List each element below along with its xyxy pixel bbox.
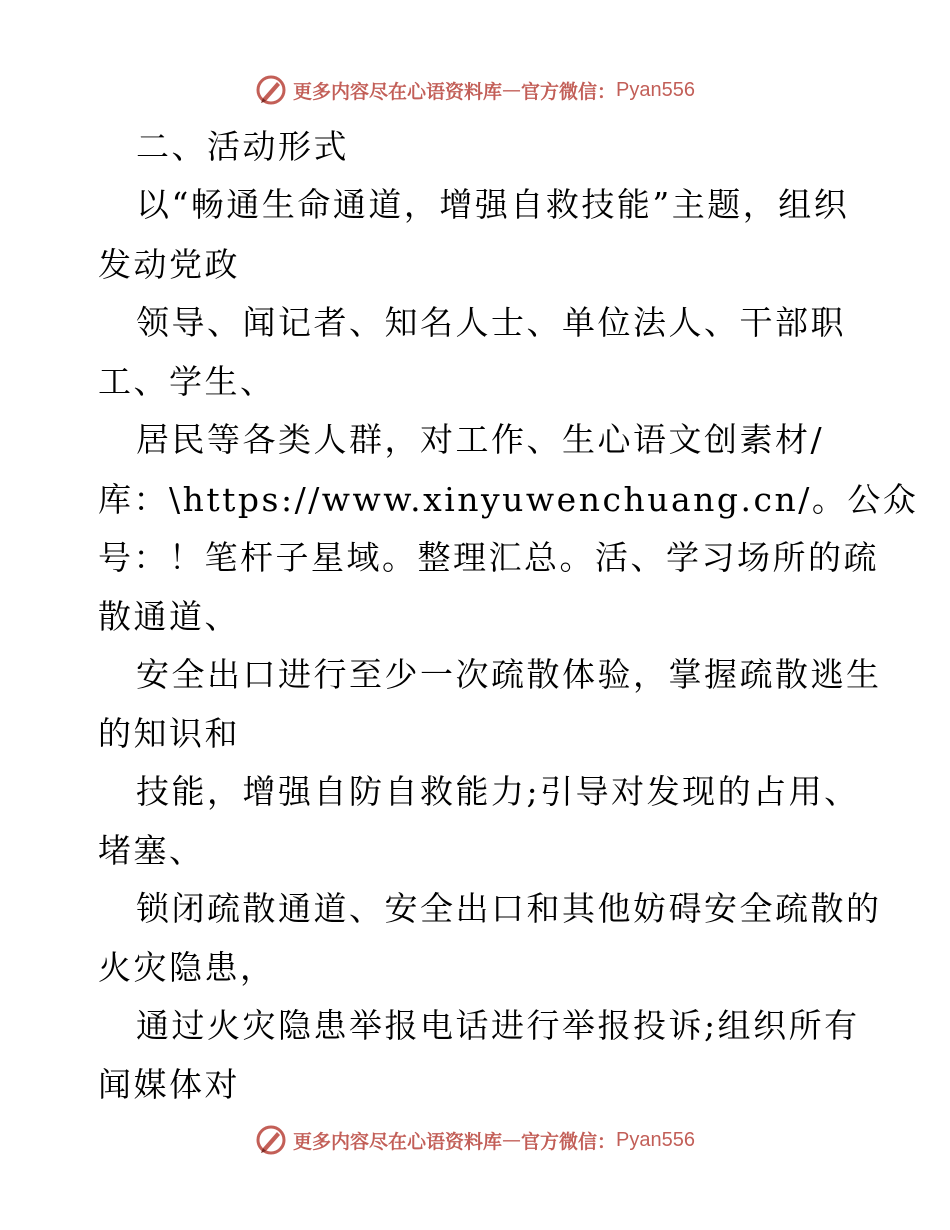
header-banner-text: 更多内容尽在心语资料库 [293, 80, 503, 103]
paragraph-line: 安全出口进行至少一次疏散体验，掌握疏散逃生 [136, 655, 882, 694]
footer-wechat-handle: Pyan556 [616, 1128, 695, 1151]
paragraph-line: 库：\https://www.xinyuwenchuang.cn/。公众 [98, 480, 919, 519]
paragraph-line: 工、学生、 [98, 362, 276, 401]
paragraph-line: 火灾隐患， [98, 948, 276, 987]
paragraph-line: 的知识和 [98, 714, 240, 753]
paragraph-line: 闻媒体对 [98, 1065, 240, 1104]
pen-logo-icon [255, 74, 287, 106]
header-wechat-label: 官方微信： [521, 80, 617, 103]
footer-banner-text: 更多内容尽在心语资料库 [293, 1130, 503, 1153]
paragraph-line: 锁闭疏散通道、安全出口和其他妨碍安全疏散的 [136, 889, 882, 928]
paragraph-line: 堵塞、 [98, 831, 205, 870]
header-watermark [0, 70, 950, 110]
footer-wechat-label: 官方微信： [521, 1130, 617, 1153]
footer-watermark [0, 1120, 950, 1160]
paragraph-line: 居民等各类人群，对工作、生心语文创素材/ [136, 420, 825, 459]
footer-separator: — [502, 1129, 522, 1151]
paragraph-line: 通过火灾隐患举报电话进行举报投诉;组织所有 [136, 1006, 860, 1045]
paragraph-line: 技能，增强自防自救能力;引导对发现的占用、 [136, 772, 860, 811]
paragraph-line: 散通道、 [98, 597, 240, 636]
header-separator: — [502, 79, 522, 101]
paragraph-line: 以“畅通生命通道，增强自救技能”主题，组织 [136, 185, 850, 224]
paragraph-line: 领导、闻记者、知名人士、单位法人、干部职 [136, 303, 846, 342]
pen-logo-icon [255, 1124, 287, 1156]
paragraph-line: 号：！笔杆子星域。整理汇总。活、学习场所的疏 [98, 538, 879, 577]
section-heading: 二、活动形式 [136, 127, 349, 166]
header-wechat-handle: Pyan556 [616, 78, 695, 101]
paragraph-line: 发动党政 [98, 245, 240, 284]
